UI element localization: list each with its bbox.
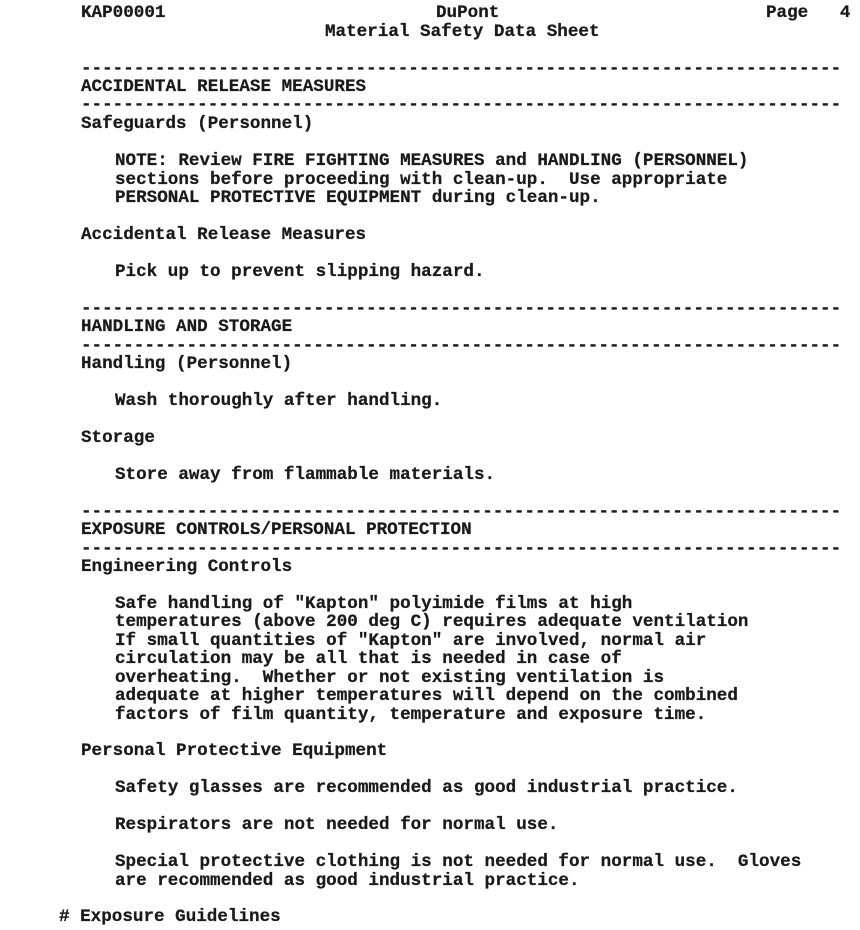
separator-line: ------------------------------------------------------------------------	[81, 59, 842, 79]
handling-text: Wash thoroughly after handling.	[115, 391, 443, 411]
engineering-text-line: overheating. Whether or not existing ventilation is	[115, 668, 665, 688]
document-id: KAP00001	[81, 3, 166, 23]
safeguards-text-line: sections before proceeding with clean-up. Use appropriate	[115, 170, 728, 190]
subheading-storage: Storage	[81, 428, 155, 448]
subheading-ppe: Personal Protective Equipment	[81, 741, 388, 761]
engineering-text-line: temperatures (above 200 deg C) requires adequate ventilation	[115, 612, 749, 632]
subheading-handling: Handling (Personnel)	[81, 354, 293, 374]
engineering-text-line: factors of film quantity, temperature and exposure time.	[115, 705, 707, 725]
section-title-exposure-controls: EXPOSURE CONTROLS/PERSONAL PROTECTION	[81, 520, 472, 540]
safeguards-text-line: PERSONAL PROTECTIVE EQUIPMENT during clean-up.	[115, 188, 601, 208]
engineering-text-line: adequate at higher temperatures will depend on the combined	[115, 686, 738, 706]
separator-line: ------------------------------------------------------------------------	[81, 539, 842, 559]
document-title: Material Safety Data Sheet	[325, 22, 600, 42]
section-title-handling-storage: HANDLING AND STORAGE	[81, 317, 293, 337]
engineering-text-line: Safe handling of "Kapton" polyimide films at high	[115, 594, 633, 614]
accidental-release-text: Pick up to prevent slipping hazard.	[115, 262, 485, 282]
section-title-accidental-release: ACCIDENTAL RELEASE MEASURES	[81, 77, 367, 97]
subheading-engineering-controls: Engineering Controls	[81, 557, 293, 577]
subheading-safeguards: Safeguards (Personnel)	[81, 114, 314, 134]
ppe-clothing-text-line: are recommended as good industrial practice.	[115, 871, 580, 891]
company-name: DuPont	[436, 3, 500, 23]
separator-line: ------------------------------------------------------------------------	[81, 502, 842, 522]
section-title-exposure-guidelines: # Exposure Guidelines	[59, 907, 281, 927]
engineering-text-line: If small quantities of "Kapton" are involved, normal air	[115, 631, 707, 651]
engineering-text-line: circulation may be all that is needed in case of	[115, 649, 622, 669]
storage-text: Store away from flammable materials.	[115, 465, 496, 485]
ppe-respirators-text: Respirators are not needed for normal use.	[115, 815, 559, 835]
safeguards-text-line: NOTE: Review FIRE FIGHTING MEASURES and HANDLING (PERSONNEL)	[115, 151, 749, 171]
subheading-accidental-release-measures: Accidental Release Measures	[81, 225, 367, 245]
page-number: Page 4	[766, 3, 851, 23]
separator-line: ------------------------------------------------------------------------	[81, 336, 842, 356]
ppe-clothing-text-line: Special protective clothing is not needed for normal use. Gloves	[115, 852, 802, 872]
separator-line: ------------------------------------------------------------------------	[81, 299, 842, 319]
separator-line: ------------------------------------------------------------------------	[81, 95, 842, 115]
ppe-glasses-text: Safety glasses are recommended as good industrial practice.	[115, 778, 738, 798]
